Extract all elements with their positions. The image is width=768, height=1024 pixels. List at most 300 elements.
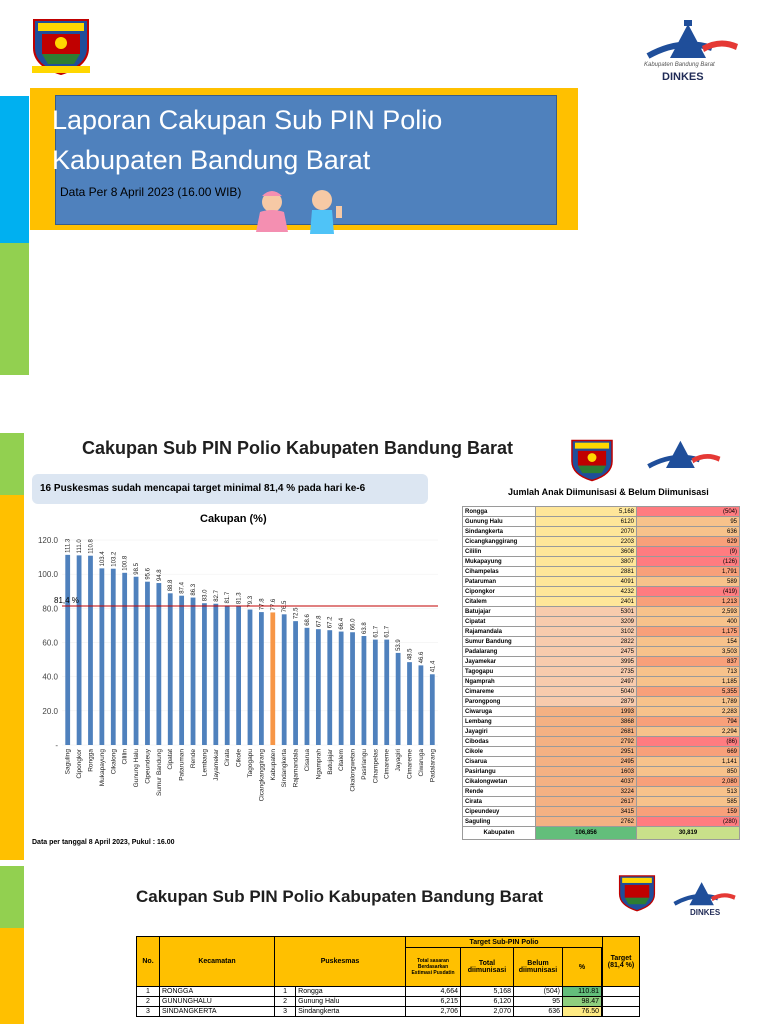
puskesmas-name: Ngamprah — [463, 677, 536, 687]
slide3-accent-yellow — [0, 928, 24, 1024]
immunized-count: 2681 — [536, 727, 637, 737]
kbb-logo-small-2 — [614, 872, 660, 917]
table-row — [463, 537, 740, 547]
puskesmas-name: Gunung Halu — [463, 517, 536, 527]
x-tick-label: Ciwaruga — [417, 749, 425, 777]
table-row — [463, 627, 740, 637]
table-row — [463, 707, 740, 717]
immunized-count: 4232 — [536, 587, 637, 597]
slide3-title: Cakupan Sub PIN Polio Kabupaten Bandung Barat — [136, 887, 544, 906]
table-row — [463, 567, 740, 577]
table-row — [463, 507, 740, 517]
immunized-count: 2762 — [536, 817, 637, 827]
kbb-logo-small — [566, 436, 618, 487]
bar-value-label: 61.7 — [384, 625, 391, 638]
not-immunized-count: 154 — [637, 637, 740, 647]
puskesmas-name: Tagogapu — [463, 667, 536, 677]
y-tick-label: 120.0 — [37, 536, 58, 545]
slide2-accent-yellow — [0, 495, 24, 860]
total-immunized: 106,856 — [536, 827, 637, 840]
table-row — [463, 517, 740, 527]
bar-value-label: 76.5 — [282, 600, 289, 613]
table-row — [463, 727, 740, 737]
chart-title: Cakupan (%) — [200, 513, 267, 525]
bar-value-label: 67.8 — [316, 615, 323, 628]
chart-bar — [179, 596, 184, 745]
x-tick-label: Rajamandala — [292, 749, 300, 788]
target-label: 81,4 % — [54, 595, 79, 605]
x-tick-label: Cimareme — [383, 749, 391, 779]
puskesmas-name: Cililin — [463, 547, 536, 557]
slide1-title-line2: Kabupaten Bandung Barat — [52, 145, 371, 175]
not-immunized-count: 794 — [637, 717, 740, 727]
total-not-immunized: 30,819 — [637, 827, 740, 840]
immunized-count: 3608 — [536, 547, 637, 557]
x-tick-label: Saguling — [64, 749, 72, 775]
diimunisasi: 5,168 — [461, 987, 514, 997]
target — [603, 997, 640, 1007]
chart-bar — [305, 628, 310, 745]
table-row — [463, 577, 740, 587]
table1-title: Jumlah Anak Diimunisasi & Belum Diimunisasi — [508, 487, 709, 497]
bar-value-label: 61.7 — [373, 625, 380, 638]
diimunisasi: 2,070 — [461, 1007, 514, 1017]
slide3-accent-green — [0, 866, 24, 928]
table-row — [463, 607, 740, 617]
table-row — [463, 657, 740, 667]
chart-bar — [111, 569, 116, 745]
not-immunized-count: 1,789 — [637, 697, 740, 707]
chart-bar — [339, 632, 344, 745]
th-no: No. — [137, 937, 160, 987]
row-no: 3 — [137, 1007, 160, 1017]
dinkes-logo-small-2 — [668, 878, 738, 917]
chart-bar — [77, 555, 82, 745]
x-tick-label: Padalarang — [429, 749, 437, 783]
immunized-count: 2879 — [536, 697, 637, 707]
puskesmas-name: Cihampelas — [463, 567, 536, 577]
not-immunized-count: 513 — [637, 787, 740, 797]
y-tick-label: 20.0 — [42, 706, 58, 716]
chart-bar — [270, 612, 275, 745]
immunized-count: 3415 — [536, 807, 637, 817]
chart-bar — [293, 621, 298, 745]
not-immunized-count: (419) — [637, 587, 740, 597]
x-tick-label: Mukapayung — [98, 749, 106, 787]
immunized-count: 2617 — [536, 797, 637, 807]
table-row — [463, 787, 740, 797]
total-label: Kabupaten — [463, 827, 536, 840]
not-immunized-count: 2,080 — [637, 777, 740, 787]
chart-bar — [384, 640, 389, 745]
table-row — [463, 807, 740, 817]
chart-bar — [259, 612, 264, 745]
th-belum: Belum diimunisasi — [514, 948, 563, 987]
bar-value-label: 111.3 — [65, 538, 72, 553]
not-immunized-count: 3,503 — [637, 647, 740, 657]
babies-illustration — [250, 188, 350, 243]
x-tick-label: Cipatat — [167, 749, 175, 770]
bar-value-label: 77.6 — [270, 598, 277, 611]
bar-value-label: 53.9 — [396, 639, 403, 651]
not-immunized-count: 1,175 — [637, 627, 740, 637]
chart-bar — [407, 662, 412, 745]
immunization-table — [462, 506, 740, 840]
table-row — [137, 1007, 640, 1017]
x-tick-label: Rende — [190, 749, 198, 769]
bar-value-label: 94.8 — [156, 569, 163, 582]
puskesmas-name: Padalarang — [463, 647, 536, 657]
bar-value-label: 98.5 — [134, 563, 141, 575]
x-tick-label: Rongga — [87, 749, 95, 772]
chart-bar — [282, 614, 287, 745]
x-tick-label: Tagogapu — [247, 749, 254, 778]
x-tick-label: Kabupaten — [269, 749, 277, 781]
not-immunized-count: (280) — [637, 817, 740, 827]
slide1-title — [52, 100, 552, 180]
immunized-count: 2951 — [536, 747, 637, 757]
x-tick-label: Pasirlangu — [360, 749, 368, 780]
bar-value-label: 103.4 — [99, 551, 106, 567]
table-row — [463, 767, 740, 777]
puskesmas-name: Citalem — [463, 597, 536, 607]
table-row — [463, 547, 740, 557]
chart-bar — [248, 610, 253, 745]
immunized-count: 5,168 — [536, 507, 637, 517]
x-tick-label: Pataruman — [178, 749, 186, 781]
puskesmas-name: Lembang — [463, 717, 536, 727]
slide1-title-line1: Laporan Cakupan Sub PIN Polio — [52, 105, 443, 135]
chart-bar — [419, 665, 424, 745]
row-no: 1 — [137, 987, 160, 997]
x-tick-label: Cipongkor — [76, 749, 84, 779]
sasaran: 4,664 — [406, 987, 461, 997]
y-tick-label: - — [55, 741, 58, 750]
bar-value-label: 100.8 — [122, 555, 129, 571]
table-row — [463, 777, 740, 787]
diimunisasi: 6,120 — [461, 997, 514, 1007]
dinkes-subtext: Kabupaten Bandung Barat — [644, 62, 715, 68]
puskesmas-name: Cicangkanggirang — [463, 537, 536, 547]
immunized-count: 4091 — [536, 577, 637, 587]
bar-value-label: 82.7 — [213, 590, 220, 602]
puskesmas-name: Pasirlangu — [463, 767, 536, 777]
slide2-footnote: Data per tanggal 8 April 2023, Pukul : 16.00 — [32, 839, 175, 846]
not-immunized-count: (126) — [637, 557, 740, 567]
puskesmas-name: Pataruman — [463, 577, 536, 587]
dinkes-text-2: DINKES — [690, 908, 721, 917]
table-row — [463, 557, 740, 567]
x-tick-label: Cililin — [121, 749, 129, 765]
immunized-count: 2497 — [536, 677, 637, 687]
coverage-chart-svg — [30, 530, 450, 830]
x-tick-label: Gunung Halu — [133, 749, 141, 788]
y-tick-label: 40.0 — [42, 672, 58, 682]
puskesmas-no: 2 — [275, 997, 296, 1007]
puskesmas-name: Cipatat — [463, 617, 536, 627]
immunized-count: 2735 — [536, 667, 637, 677]
table-row — [463, 677, 740, 687]
x-tick-label: Ngamprah — [315, 749, 323, 780]
sasaran: 2,706 — [406, 1007, 461, 1017]
x-tick-label: Cikalongwetan — [349, 749, 357, 792]
puskesmas-no: 1 — [275, 987, 296, 997]
x-tick-label: Cihampelas — [372, 749, 380, 784]
chart-bar — [236, 606, 241, 745]
table-row — [463, 617, 740, 627]
target-note: 16 Puskesmas sudah mencapai target minimal 81,4 % pada hari ke-6 — [32, 474, 428, 504]
chart-bar — [122, 573, 127, 745]
bar-value-label: 66.0 — [350, 618, 357, 631]
x-tick-label: Batujajar — [326, 749, 334, 775]
bar-value-label: 48.5 — [407, 648, 414, 661]
table-row — [463, 587, 740, 597]
puskesmas-name: Cisarua — [463, 757, 536, 767]
immunized-count: 2070 — [536, 527, 637, 537]
bar-value-label: 88.8 — [168, 579, 175, 592]
immunized-count: 2475 — [536, 647, 637, 657]
accent-bar-green — [0, 243, 29, 375]
x-tick-label: Cikalong — [110, 749, 118, 775]
not-immunized-count: 2,283 — [637, 707, 740, 717]
puskesmas-name: Ciwaruga — [463, 707, 536, 717]
immunized-count: 3209 — [536, 617, 637, 627]
x-tick-label: Cimareme — [406, 749, 414, 779]
table-row — [463, 717, 740, 727]
x-tick-label: Cikole — [235, 749, 243, 768]
th-persen: % — [563, 948, 602, 987]
not-immunized-count: 2,294 — [637, 727, 740, 737]
bar-value-label: 81.7 — [225, 591, 232, 604]
kecamatan: SINDANGKERTA — [160, 1007, 275, 1017]
puskesmas-name: Rende — [463, 787, 536, 797]
table-row — [463, 647, 740, 657]
chart-bar — [350, 632, 355, 745]
belum-diimunisasi: 636 — [514, 1007, 563, 1017]
not-immunized-count: 95 — [637, 517, 740, 527]
sasaran: 6,215 — [406, 997, 461, 1007]
table-row — [137, 997, 640, 1007]
table-row — [463, 817, 740, 827]
not-immunized-count: 1,185 — [637, 677, 740, 687]
y-tick-label: 100.0 — [37, 570, 58, 580]
persen: 76.50 — [563, 1007, 602, 1017]
puskesmas-name: Jayagiri — [463, 727, 536, 737]
puskesmas-name: Sumur Bandung — [463, 637, 536, 647]
bar-value-label: 46.6 — [418, 651, 425, 664]
puskesmas-name: Rajamandala — [463, 627, 536, 637]
puskesmas-no: 3 — [275, 1007, 296, 1017]
bar-value-label: 86.3 — [191, 583, 198, 596]
chart-bar — [396, 653, 401, 745]
immunized-count: 1603 — [536, 767, 637, 777]
immunized-count: 3224 — [536, 787, 637, 797]
x-tick-label: Jayagiri — [395, 749, 403, 772]
not-immunized-count: 629 — [637, 537, 740, 547]
immunized-count: 2792 — [536, 737, 637, 747]
belum-diimunisasi: 95 — [514, 997, 563, 1007]
immunized-count: 6120 — [536, 517, 637, 527]
chart-bar — [168, 593, 173, 745]
chart-bar — [373, 640, 378, 745]
not-immunized-count: 400 — [637, 617, 740, 627]
table-row — [463, 797, 740, 807]
not-immunized-count: 589 — [637, 577, 740, 587]
puskesmas-name: Cipeundeuy — [463, 807, 536, 817]
th-target: Target (81,4 %) — [603, 937, 640, 987]
bar-value-label: 68.6 — [304, 614, 311, 626]
bar-value-label: 103.2 — [111, 551, 118, 567]
th-kecamatan: Kecamatan — [160, 937, 275, 987]
chart-bar — [99, 568, 104, 745]
kecamatan: RONGGA — [160, 987, 275, 997]
not-immunized-count: (86) — [637, 737, 740, 747]
table-row — [463, 667, 740, 677]
x-tick-label: Lembang — [201, 749, 209, 777]
x-tick-label: Sumur Bandung — [155, 749, 163, 796]
immunized-count: 3102 — [536, 627, 637, 637]
table-row — [463, 697, 740, 707]
x-tick-label: Cisarua — [303, 749, 311, 772]
table-row — [463, 597, 740, 607]
y-tick-label: 80.0 — [42, 604, 58, 614]
table-row — [463, 527, 740, 537]
table-row — [463, 737, 740, 747]
x-tick-label: Cipeundeuy — [144, 749, 152, 784]
th-diimunisasi: Total diimunisasi — [461, 948, 514, 987]
coverage-chart — [30, 530, 450, 830]
th-sasaran: Total sasaran Berdasarkan Estimasi Pusdatin — [406, 948, 461, 987]
x-tick-label: Sindangkerta — [281, 749, 289, 788]
chart-bar — [134, 577, 139, 745]
puskesmas-name: Cimareme — [463, 687, 536, 697]
puskesmas-name: Rongga — [463, 507, 536, 517]
bar-value-label: 63.8 — [361, 622, 368, 635]
bar-value-label: 77.8 — [259, 598, 266, 611]
dinkes-text: DINKES — [662, 71, 704, 83]
immunized-count: 5301 — [536, 607, 637, 617]
bar-value-label: 83.0 — [202, 589, 209, 602]
bar-value-label: 111.0 — [77, 539, 84, 554]
puskesmas-name: Sindangkerta — [463, 527, 536, 537]
table-row — [463, 687, 740, 697]
table-total-row — [463, 827, 740, 840]
th-group: Target Sub-PIN Polio — [406, 937, 603, 948]
row-no: 2 — [137, 997, 160, 1007]
slide2-accent-green — [0, 433, 24, 495]
puskesmas-name: Cibodas — [463, 737, 536, 747]
not-immunized-count: 2,593 — [637, 607, 740, 617]
persen: 98.47 — [563, 997, 602, 1007]
not-immunized-count: 837 — [637, 657, 740, 667]
puskesmas-name: Parongpong — [463, 697, 536, 707]
chart-bar — [362, 636, 367, 745]
immunized-count: 2822 — [536, 637, 637, 647]
not-immunized-count: 5,355 — [637, 687, 740, 697]
puskesmas-name: Cirata — [463, 797, 536, 807]
chart-bar — [156, 583, 161, 745]
not-immunized-count: (504) — [637, 507, 740, 517]
kbb-logo — [28, 14, 94, 81]
chart-bar — [316, 629, 321, 745]
not-immunized-count: 850 — [637, 767, 740, 777]
chart-bar — [202, 603, 207, 745]
persen: 110.81 — [563, 987, 602, 997]
puskesmas: Sindangkerta — [296, 1007, 406, 1017]
puskesmas-name: Cikalongwetan — [463, 777, 536, 787]
bar-value-label: 95.6 — [145, 567, 152, 580]
immunized-count: 2203 — [536, 537, 637, 547]
y-tick-label: 60.0 — [42, 638, 58, 648]
table-row — [137, 987, 640, 997]
slide1-subtitle: Data Per 8 April 2023 (16.00 WIB) — [60, 185, 242, 199]
bar-value-label: 67.2 — [327, 616, 334, 629]
target — [603, 987, 640, 997]
puskesmas: Rongga — [296, 987, 406, 997]
slide2-title: Cakupan Sub PIN Polio Kabupaten Bandung Barat — [82, 438, 514, 458]
not-immunized-count: (9) — [637, 547, 740, 557]
not-immunized-count: 585 — [637, 797, 740, 807]
immunized-count: 4037 — [536, 777, 637, 787]
th-puskesmas: Puskesmas — [275, 937, 406, 987]
x-tick-label: Citalem — [338, 749, 346, 772]
chart-bar — [430, 674, 435, 745]
not-immunized-count: 159 — [637, 807, 740, 817]
puskesmas-name: Cipongkor — [463, 587, 536, 597]
puskesmas-name: Cikole — [463, 747, 536, 757]
coverage-table — [136, 936, 640, 1017]
puskesmas-name: Jayamekar — [463, 657, 536, 667]
puskesmas-name: Mukapayung — [463, 557, 536, 567]
puskesmas: Gunung Halu — [296, 997, 406, 1007]
bar-value-label: 41.4 — [430, 660, 437, 673]
puskesmas-name: Batujajar — [463, 607, 536, 617]
table-row — [463, 747, 740, 757]
immunized-count: 2495 — [536, 757, 637, 767]
dinkes-logo-small — [640, 436, 724, 481]
x-tick-label: Cirata — [224, 749, 232, 767]
belum-diimunisasi: (504) — [514, 987, 563, 997]
target — [603, 1007, 640, 1017]
not-immunized-count: 1,213 — [637, 597, 740, 607]
not-immunized-count: 1,791 — [637, 567, 740, 577]
bar-value-label: 66.4 — [339, 617, 346, 630]
chart-bar — [65, 555, 70, 745]
immunized-count: 3995 — [536, 657, 637, 667]
accent-bar-blue — [0, 96, 29, 243]
bar-value-label: 81.3 — [236, 592, 243, 605]
bar-value-label: 87.4 — [179, 582, 186, 594]
chart-bar — [327, 630, 332, 745]
table-row — [463, 637, 740, 647]
chart-bar — [213, 604, 218, 745]
bar-value-label: 72.5 — [293, 607, 300, 620]
x-tick-label: Jayamekar — [212, 749, 220, 781]
immunized-count: 1993 — [536, 707, 637, 717]
bar-value-label: 79.3 — [248, 595, 254, 608]
chart-bar — [225, 605, 230, 745]
th-spacer — [602, 948, 603, 987]
puskesmas-name: Saguling — [463, 817, 536, 827]
immunized-count: 5040 — [536, 687, 637, 697]
not-immunized-count: 669 — [637, 747, 740, 757]
immunized-count: 2881 — [536, 567, 637, 577]
slide-gap — [0, 396, 768, 436]
x-tick-label: Cicangkanggirang — [258, 749, 266, 802]
chart-bar — [191, 598, 196, 745]
immunized-count: 3868 — [536, 717, 637, 727]
dinkes-logo — [640, 18, 740, 88]
